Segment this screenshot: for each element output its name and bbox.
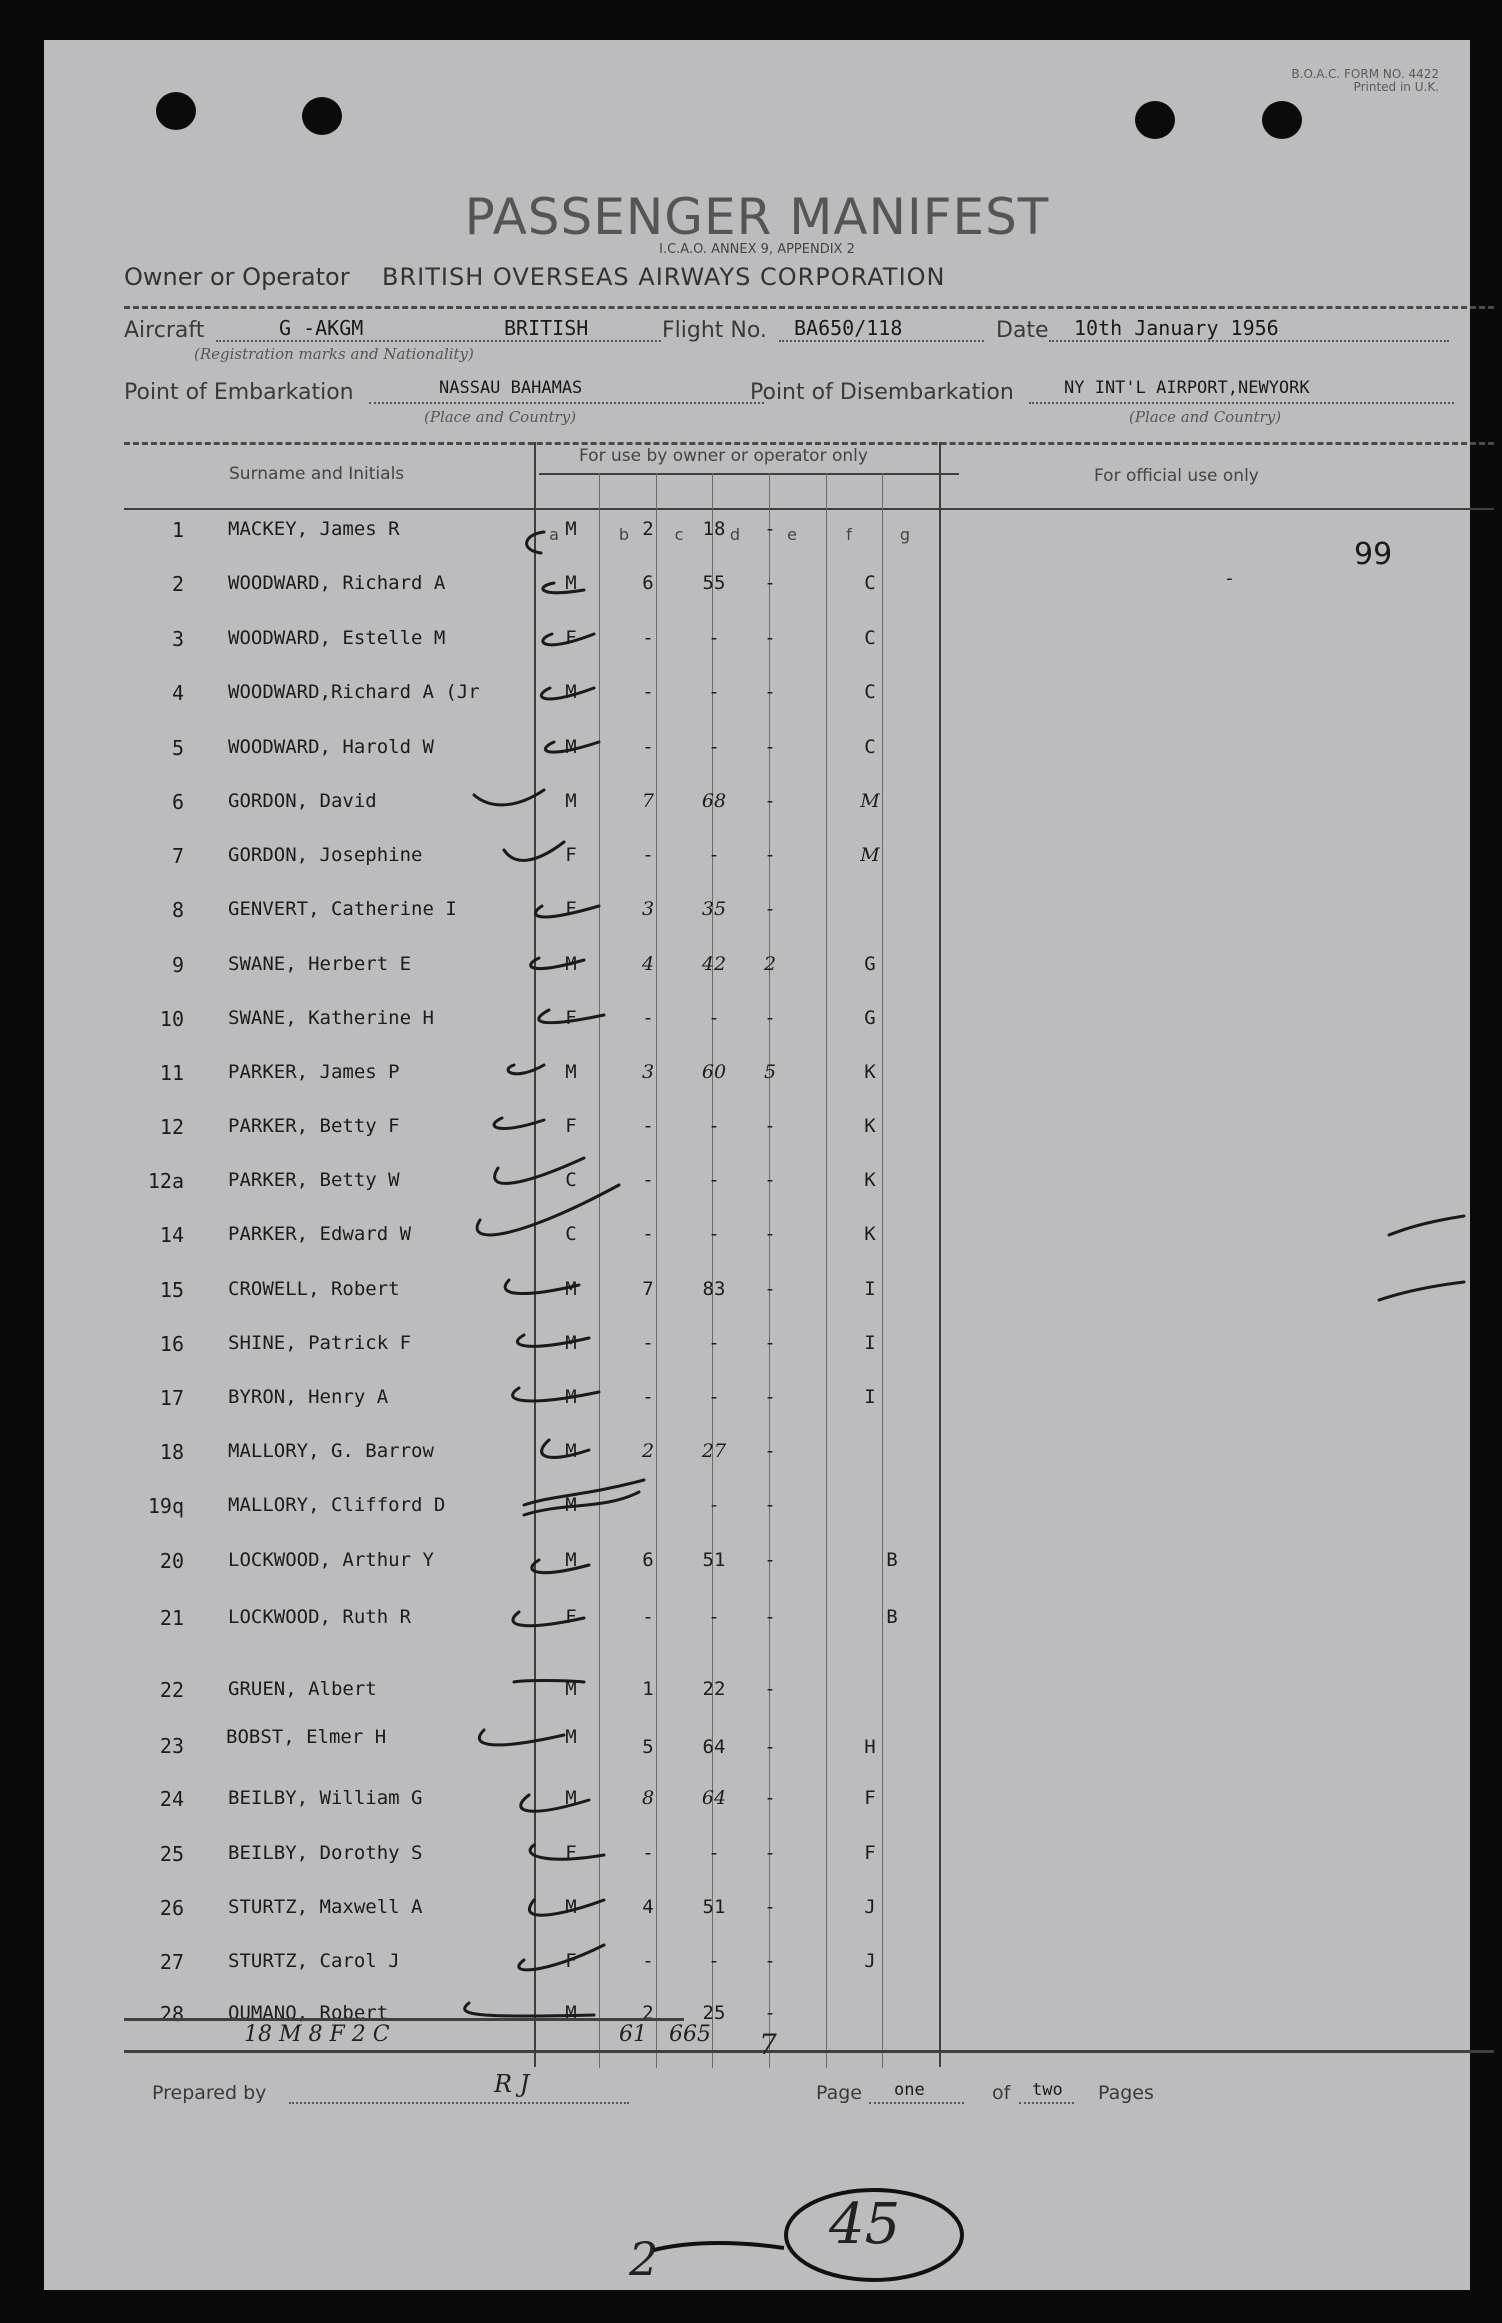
check-mark xyxy=(529,1900,604,1915)
flight-label: Flight No. xyxy=(662,318,767,343)
row-number: 3 xyxy=(171,627,184,651)
passenger-name: WOODWARD,Richard A (Jr xyxy=(228,681,480,703)
check-mark xyxy=(539,1010,604,1023)
check-mark xyxy=(465,2003,594,2016)
col-b-value: - xyxy=(642,1223,654,1245)
col-b-value: 3 xyxy=(641,898,655,920)
margin-mark xyxy=(1389,1216,1464,1235)
row-number: 22 xyxy=(159,1678,184,1702)
col-d-value: - xyxy=(764,1896,776,1918)
col-c-value: 51 xyxy=(702,1549,726,1571)
check-mark xyxy=(536,906,599,917)
page-value: one xyxy=(894,2080,925,2100)
col-b-value: - xyxy=(642,1332,654,1354)
official-number: 99 xyxy=(1354,537,1393,572)
col-c-value: - xyxy=(710,1494,718,1516)
passenger-name: OUMANO, Robert xyxy=(228,2002,389,2024)
of-value: two xyxy=(1032,2080,1063,2100)
col-a-value: F xyxy=(565,898,577,920)
page-title: PASSENGER MANIFEST xyxy=(464,188,1050,246)
check-mark xyxy=(521,1795,589,1811)
totals-a: 18 M 8 F 2 C xyxy=(244,2022,390,2047)
totals-top-rule xyxy=(124,2018,684,2021)
manifest-page xyxy=(44,40,1470,2290)
col-c-value: 60 xyxy=(701,1061,727,1083)
col-c-value: - xyxy=(708,1332,720,1354)
check-mark xyxy=(545,742,599,752)
check-mark xyxy=(513,1612,584,1626)
col-b-value: - xyxy=(642,1115,654,1137)
col-c-value: 83 xyxy=(702,1278,726,1300)
of-line xyxy=(1019,2102,1074,2104)
check-mark xyxy=(504,842,564,860)
col-c-value: - xyxy=(708,736,720,758)
row-number: 19q xyxy=(147,1494,184,1518)
col-a-value: M xyxy=(565,1726,577,1748)
col-d-value: 5 xyxy=(763,1061,777,1083)
col-a-value: M xyxy=(565,681,577,703)
col-a-value: M xyxy=(565,953,577,975)
col-d-letter: d xyxy=(729,525,741,544)
passenger-name: LOCKWOOD, Ruth R xyxy=(228,1606,412,1628)
col-f-value: K xyxy=(864,1169,876,1191)
col-b-value: 7 xyxy=(641,790,655,812)
passenger-name: PARKER, Betty W xyxy=(228,1169,400,1191)
col-d-value: - xyxy=(764,1169,776,1191)
col-a-value: F xyxy=(565,844,577,866)
col-f-letter: f xyxy=(846,525,852,544)
col-c-value: 18 xyxy=(702,518,726,540)
col-a-value: M xyxy=(565,518,577,540)
col-f-value: F xyxy=(864,1842,876,1864)
of-label: of xyxy=(992,2082,1011,2104)
row-number: 5 xyxy=(171,736,184,760)
col-d-value: - xyxy=(764,1494,776,1516)
col-c-value: - xyxy=(708,1169,720,1191)
passenger-name: PARKER, Betty F xyxy=(228,1115,400,1137)
col-a-value: F xyxy=(565,627,577,649)
passenger-name: WOODWARD, Harold W xyxy=(228,736,434,758)
col-f-value: I xyxy=(864,1386,876,1408)
passenger-name: WOODWARD, Estelle M xyxy=(228,627,446,649)
col-d-value: - xyxy=(764,1440,776,1462)
date-value: 10th January 1956 xyxy=(1074,316,1279,340)
row-number: 6 xyxy=(171,790,184,814)
margin-mark xyxy=(1379,1282,1464,1300)
col-d-value: - xyxy=(764,1115,776,1137)
col-f-value: I xyxy=(864,1278,876,1300)
col-b-value: 3 xyxy=(641,1061,655,1083)
totals-b: 61 xyxy=(619,2022,647,2047)
col-a-value: M xyxy=(565,1440,577,1462)
col-c-value: - xyxy=(708,1115,720,1137)
passenger-name: CROWELL, Robert xyxy=(228,1278,400,1300)
check-mark xyxy=(508,1065,544,1074)
col-a-value: M xyxy=(565,1332,577,1354)
aircraft-label: Aircraft xyxy=(124,318,205,343)
col-a-value: M xyxy=(565,1386,577,1408)
col-f-value: M xyxy=(860,790,880,812)
col-a-value: M xyxy=(565,790,577,812)
embarkation-note: (Place and Country) xyxy=(424,408,577,426)
passenger-name: PARKER, James P xyxy=(228,1061,400,1083)
passenger-name: BYRON, Henry A xyxy=(228,1386,389,1408)
col-a-value: M xyxy=(565,572,577,594)
col-a-value: M xyxy=(565,736,577,758)
owner-value: BRITISH OVERSEAS AIRWAYS CORPORATION xyxy=(382,263,946,291)
col-a-value: M xyxy=(565,1278,577,1300)
passenger-name: SWANE, Herbert E xyxy=(228,953,412,975)
col-d-value: - xyxy=(764,1950,776,1972)
row-number: 16 xyxy=(159,1332,184,1356)
aircraft-note: (Registration marks and Nationality) xyxy=(194,345,474,363)
pages-label: Pages xyxy=(1098,2082,1154,2104)
col-b-value: - xyxy=(642,736,654,758)
col-b-value: - xyxy=(642,1842,654,1864)
passenger-name: WOODWARD, Richard A xyxy=(228,572,446,594)
check-marks xyxy=(44,40,1470,2290)
totals-c: 665 xyxy=(669,2022,711,2047)
col-b-value: 2 xyxy=(642,2002,654,2024)
col-d-value: - xyxy=(764,1678,776,1700)
check-mark xyxy=(519,1945,604,1970)
col-f-value: C xyxy=(864,736,876,758)
disembarkation-note: (Place and Country) xyxy=(1129,408,1282,426)
col-d-value: - xyxy=(764,844,776,866)
aircraft-registration: G -AKGM xyxy=(279,316,364,340)
col-a-value: M xyxy=(565,2002,577,2024)
check-mark xyxy=(530,1845,604,1859)
col-a-value: C xyxy=(565,1223,577,1245)
date-label: Date xyxy=(996,318,1049,343)
surname-header: Surname and Initials xyxy=(229,464,405,484)
circled-number: 45 xyxy=(829,2192,901,2257)
col-b-value: - xyxy=(642,1169,654,1191)
col-b-value: 4 xyxy=(641,953,655,975)
col-d-value: 2 xyxy=(763,953,777,975)
check-mark xyxy=(532,1560,589,1573)
col-b-value: - xyxy=(642,1950,654,1972)
passenger-name: STURTZ, Carol J xyxy=(228,1950,400,1972)
col-b-value: - xyxy=(642,627,654,649)
disembarkation-value: NY INT'L AIRPORT,NEWYORK xyxy=(1064,378,1310,398)
col-d-value: - xyxy=(764,898,776,920)
col-b-value: 1 xyxy=(642,1678,654,1700)
aircraft-nationality: BRITISH xyxy=(504,316,589,340)
col-a-value: F xyxy=(565,1842,577,1864)
col-f-value: M xyxy=(860,844,880,866)
col-d-value: - xyxy=(764,1278,776,1300)
col-f-value: C xyxy=(864,572,876,594)
col-c-value: - xyxy=(708,1386,720,1408)
col-c-value: 64 xyxy=(702,1736,726,1758)
col-b-value: 5 xyxy=(642,1736,654,1758)
official-header: For official use only xyxy=(1094,466,1259,486)
totals-d: 7 xyxy=(759,2028,777,2061)
col-f-value: C xyxy=(864,681,876,703)
col-d-value: - xyxy=(764,1736,776,1758)
col-b-value: 4 xyxy=(642,1896,654,1918)
passenger-name: GORDON, Josephine xyxy=(228,844,423,866)
prepared-by-label: Prepared by xyxy=(152,2082,267,2104)
col-c-value: 64 xyxy=(701,1787,727,1809)
col-g-letter: g xyxy=(899,525,911,544)
totals-bottom-rule xyxy=(124,2050,1494,2053)
official-dash: - xyxy=(1224,568,1235,589)
col-b-value: 7 xyxy=(642,1278,654,1300)
passenger-name: GORDON, David xyxy=(228,790,377,812)
col-f-value: K xyxy=(864,1061,876,1083)
col-a-value: C xyxy=(565,1169,577,1191)
prepared-by-line xyxy=(289,2102,629,2104)
check-mark xyxy=(524,1480,644,1515)
row-number: 1 xyxy=(171,518,184,542)
col-c-value: 42 xyxy=(701,953,727,975)
row-number: 20 xyxy=(159,1549,184,1573)
check-mark xyxy=(543,583,584,593)
col-d-value: - xyxy=(764,572,776,594)
row-number: 7 xyxy=(171,844,184,868)
check-mark xyxy=(479,1730,564,1745)
circled-number-outline xyxy=(634,2180,994,2290)
col-f-value: H xyxy=(864,1736,876,1758)
col-d-value: - xyxy=(764,790,776,812)
col-d-value: - xyxy=(764,2002,776,2024)
col-c-value: 55 xyxy=(702,572,726,594)
page-label: Page xyxy=(816,2082,862,2104)
col-a-value: F xyxy=(565,1950,577,1972)
col-f-value: C xyxy=(864,627,876,649)
col-a-value: M xyxy=(565,1678,577,1700)
col-f-value: B xyxy=(886,1549,898,1571)
col-c-value: 68 xyxy=(701,790,727,812)
row-number: 12 xyxy=(159,1115,184,1139)
passenger-name: BOBST, Elmer H xyxy=(226,1726,387,1748)
disembarkation-label: Point of Disembarkation xyxy=(750,380,1014,405)
col-f-value: J xyxy=(864,1896,876,1918)
col-f-value: B xyxy=(886,1606,898,1628)
col-f-value: K xyxy=(864,1115,876,1137)
col-d-value: - xyxy=(764,736,776,758)
row-number: 12a xyxy=(147,1169,184,1193)
col-c-value: 51 xyxy=(702,1896,726,1918)
col-f-value: F xyxy=(864,1787,876,1809)
col-c-value: - xyxy=(708,1950,720,1972)
page-subtitle: I.C.A.O. ANNEX 9, APPENDIX 2 xyxy=(659,242,855,257)
col-c-letter: c xyxy=(674,525,684,544)
row-number: 15 xyxy=(159,1278,184,1302)
col-f-value: G xyxy=(864,953,876,975)
passenger-name: STURTZ, Maxwell A xyxy=(228,1896,423,1918)
passenger-name: SHINE, Patrick F xyxy=(228,1332,412,1354)
col-a-value: F xyxy=(565,1007,577,1029)
row-number: 4 xyxy=(171,681,184,705)
passenger-name: PARKER, Edward W xyxy=(228,1223,412,1245)
passenger-name: MALLORY, G. Barrow xyxy=(228,1440,434,1462)
col-c-value: - xyxy=(708,844,720,866)
row-number: 24 xyxy=(159,1787,184,1811)
col-d-value: - xyxy=(764,1007,776,1029)
check-mark xyxy=(531,958,584,969)
col-b-value: - xyxy=(642,1386,654,1408)
check-mark xyxy=(527,532,544,553)
check-mark xyxy=(495,1158,584,1183)
form-number: B.O.A.C. FORM NO. 4422 xyxy=(1291,67,1439,81)
row-number: 2 xyxy=(171,572,184,596)
col-c-value: - xyxy=(708,1223,720,1245)
col-b-value: - xyxy=(642,844,654,866)
col-c-value: - xyxy=(708,627,720,649)
col-c-value: 22 xyxy=(702,1678,726,1700)
col-a-value: M xyxy=(565,1787,577,1809)
col-b-value: 2 xyxy=(642,518,654,540)
col-d-value: - xyxy=(764,1332,776,1354)
col-a-letter: a xyxy=(549,525,559,544)
row-number: 27 xyxy=(159,1950,184,1974)
passenger-name: GRUEN, Albert xyxy=(228,1678,377,1700)
check-mark xyxy=(514,1681,584,1683)
check-mark xyxy=(513,1388,599,1401)
row-number: 9 xyxy=(171,953,184,977)
check-mark xyxy=(474,790,544,805)
passenger-name: BEILBY, William G xyxy=(228,1787,423,1809)
row-number: 14 xyxy=(159,1223,184,1247)
col-f-value: K xyxy=(864,1223,876,1245)
col-c-value: - xyxy=(708,1606,720,1628)
row-number: 26 xyxy=(159,1896,184,1920)
row-number: 28 xyxy=(159,2002,184,2026)
col-b-letter: b xyxy=(618,525,630,544)
row-number: 17 xyxy=(159,1386,184,1410)
col-a-value: M xyxy=(565,1896,577,1918)
col-d-value: - xyxy=(764,627,776,649)
embarkation-value: NASSAU BAHAMAS xyxy=(439,378,583,398)
row-number: 11 xyxy=(159,1061,184,1085)
col-d-value: - xyxy=(764,1223,776,1245)
row-number: 10 xyxy=(159,1007,184,1031)
check-mark xyxy=(494,1118,544,1129)
handwritten-two: 2 xyxy=(629,2232,659,2286)
col-d-value: - xyxy=(764,681,776,703)
check-mark xyxy=(543,634,594,645)
col-a-value: F xyxy=(565,1606,577,1628)
col-c-value: - xyxy=(708,1007,720,1029)
col-c-value: - xyxy=(708,681,720,703)
col-f-value: J xyxy=(864,1950,876,1972)
row-number: 8 xyxy=(171,898,184,922)
owner-label: Owner or Operator xyxy=(124,263,350,291)
col-a-value: M xyxy=(565,1549,577,1571)
col-c-value: 27 xyxy=(701,1440,727,1462)
col-d-value: - xyxy=(764,1386,776,1408)
col-d-value: - xyxy=(764,1549,776,1571)
row-number: 18 xyxy=(159,1440,184,1464)
col-f-value: I xyxy=(864,1332,876,1354)
col-f-value: G xyxy=(864,1007,876,1029)
col-b-value: 6 xyxy=(642,572,654,594)
col-e-letter: e xyxy=(787,525,797,544)
check-mark xyxy=(517,1335,589,1346)
embarkation-label: Point of Embarkation xyxy=(124,380,354,405)
col-b-value: 8 xyxy=(641,1787,655,1809)
page-line xyxy=(869,2102,964,2104)
row-number: 21 xyxy=(159,1606,184,1630)
passenger-name: LOCKWOOD, Arthur Y xyxy=(228,1549,434,1571)
col-d-value: - xyxy=(764,518,776,540)
col-b-value: 2 xyxy=(641,1440,655,1462)
col-a-value: F xyxy=(565,1115,577,1137)
passenger-name: MALLORY, Clifford D xyxy=(228,1494,446,1516)
passenger-name: MACKEY, James R xyxy=(228,518,400,540)
col-c-value: 25 xyxy=(702,2002,726,2024)
passenger-name: SWANE, Katherine H xyxy=(228,1007,434,1029)
col-b-value: 6 xyxy=(642,1549,654,1571)
passenger-name: BEILBY, Dorothy S xyxy=(228,1842,423,1864)
col-d-value: - xyxy=(764,1842,776,1864)
operator-header: For use by owner or operator only xyxy=(579,446,868,466)
passenger-name: GENVERT, Catherine I xyxy=(228,898,457,920)
col-b-value: - xyxy=(642,681,654,703)
prepared-by-value: R J xyxy=(494,2070,530,2098)
col-d-value: - xyxy=(764,1787,776,1809)
col-b-value: - xyxy=(642,1007,654,1029)
check-mark xyxy=(505,1280,579,1294)
col-a-value: M xyxy=(565,1061,577,1083)
flight-number: BA650/118 xyxy=(794,316,903,340)
col-c-value: 35 xyxy=(701,898,727,920)
printed-note: Printed in U.K. xyxy=(1353,80,1439,94)
col-c-value: - xyxy=(708,1842,720,1864)
check-mark xyxy=(477,1185,619,1235)
row-number: 25 xyxy=(159,1842,184,1866)
col-d-value: - xyxy=(764,1606,776,1628)
row-number: 23 xyxy=(159,1734,184,1758)
check-mark xyxy=(541,688,594,699)
check-mark xyxy=(542,1440,589,1457)
col-b-value: - xyxy=(642,1606,654,1628)
col-a-value: M xyxy=(565,1494,577,1516)
